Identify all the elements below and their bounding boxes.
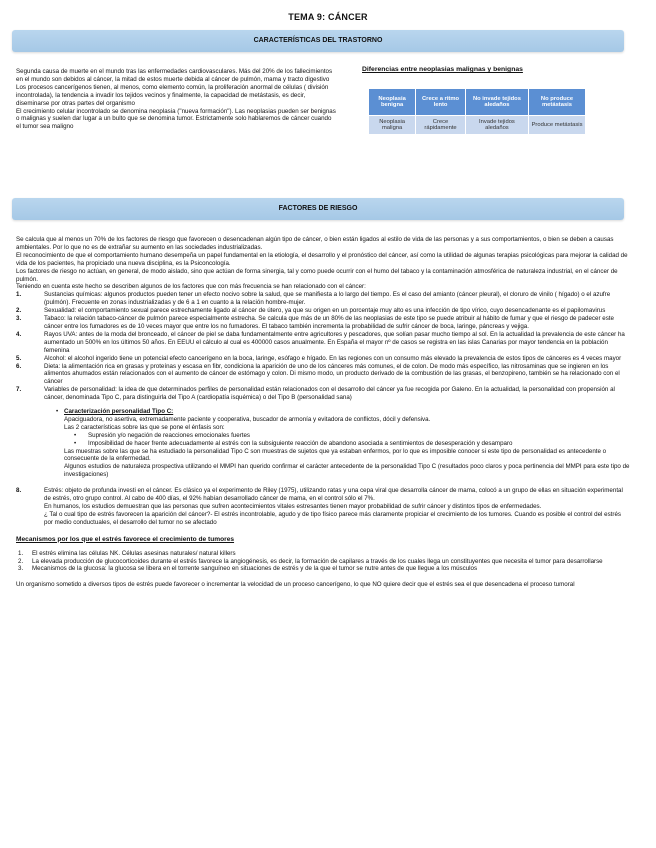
table-header-cell: Neoplasia benigna bbox=[369, 89, 416, 116]
risk-paragraph: Se calcula que al menos un 70% de los factores de riesgo que favorecen o desencadenan algún tipo de cáncer, o bien están ligados al estilo de vida de las personas y a sus comportamientos, o bien se deben a causas ambientales. Por lo que no es de extrañar su aumento en las sociedades industrializadas. bbox=[16, 236, 614, 251]
table-header-cell: Crece a ritmo lento bbox=[416, 89, 466, 116]
type-c-section bbox=[16, 408, 630, 479]
risk-paragraph: El reconocimiento de que el comportamiento humano desempeña un papel fundamental en la etiología, el desarrollo y el pronóstico del cáncer, así como la utilidad de algunas terapias psicológicas para mejorar la calidad de vida de los pacientes, ha propiciado una nueva disciplina, es la Psiconcología. bbox=[16, 251, 628, 267]
list-number: 4. bbox=[16, 330, 22, 338]
list-number: 1. bbox=[16, 291, 22, 299]
mechanisms-heading: Mecanismos por los que el estrés favorece el crecimiento de tumores bbox=[16, 535, 235, 543]
list-number: 3. bbox=[16, 315, 22, 323]
list-text: Dieta: la alimentación rica en grasas y proteínas y escasa en fibr, condiciona la aparición de uno de los cánceres más comunes, el de colon. De modo más específico, las nitrosaminas que se ingieren en los alimentos ahumados están relacionados con el aumento de cáncer de estómago y colon. Di mismo modo, un producto derivado de la combustión de las grasas, el benzopireno, también se ha relacionado con el cáncer bbox=[44, 362, 620, 386]
bullet-icon: • bbox=[56, 408, 59, 416]
table-header-cell: No invade tejidos aledaños bbox=[465, 89, 528, 116]
list-text: Alcohol: el alcohol ingerido tiene un potencial efecto cancerígeno en la boca, laringe, esófago e hígado. En las regiones con un consumo más elevado la prevalencia de estos tipos de cánceres es 4 veces mayor bbox=[44, 354, 622, 362]
list-item bbox=[64, 440, 630, 448]
type-c-body bbox=[64, 416, 630, 479]
list-item bbox=[16, 565, 630, 573]
stress-section bbox=[16, 487, 630, 527]
section-heading: FACTORES DE RIESGO bbox=[278, 205, 358, 212]
section-banner-characteristics bbox=[12, 30, 624, 52]
list-number: 2. bbox=[16, 307, 22, 315]
list-number: 1. bbox=[18, 549, 24, 557]
comparison-caption: Diferencias entre neoplasias malignas y benignas bbox=[362, 66, 523, 73]
table-header-cell: No produce metástasis bbox=[529, 89, 586, 116]
section-heading: CARACTERÍSTICAS DEL TRASTORNO bbox=[253, 37, 383, 44]
page-title: TEMA 9: CÁNCER bbox=[288, 12, 368, 22]
list-item bbox=[16, 355, 630, 363]
risk-paragraph: Los factores de riesgo no actúan, en general, de modo aislado, sino que actúan de forma sinergia, tal y como puede ocurrir con el humo del tabaco y la contaminación atmosférica de naturaleza industrial, en el cáncer de pulmón. bbox=[16, 267, 618, 283]
list-number: 8. bbox=[16, 487, 22, 495]
list-text: La elevada producción de glucocorticoides durante el estrés favorece la angiogénesis, es decir, la formación de capilares a través de los cuales llega un constituyentes que necesita el tumor para desarrollarse bbox=[32, 557, 603, 565]
list-number: 5. bbox=[16, 354, 22, 362]
list-text: El estrés elimina las células NK. Células asesinas naturales/ natural killers bbox=[32, 549, 236, 557]
table-cell: Neoplasia maligna bbox=[369, 116, 416, 135]
neoplasia-comparison-table bbox=[368, 88, 586, 135]
intro-paragraph: Los procesos cancerígenos tienen, al menos, como elemento común, la proliferación anormal de células ( división incontrolada), la tendencia a invadir los tejidos vecinos y finalmente, la capacidad de metástasis, es decir, diseminarse por otras partes del organismo bbox=[16, 83, 329, 107]
bullet-icon: • bbox=[74, 439, 77, 447]
type-c-line: Apaciguadora, no asertiva, extremadamente paciente y cooperativa, buscador de armonía y evitadora de conflictos, dócil y defensiva. bbox=[64, 415, 431, 423]
stress-paragraph: En humanos, los estudios demuestran que las personas que sufren acontecimientos vitales estresantes tienen mayor probabilidad de sufrir cáncer y distintos tipos de enfermedades. bbox=[44, 503, 542, 510]
type-c-line: Las 2 características sobre las que se pone el énfasis son: bbox=[64, 423, 225, 431]
list-number: 3. bbox=[18, 565, 24, 573]
table-row bbox=[369, 116, 586, 135]
table-cell: Produce metástasis bbox=[529, 116, 586, 135]
list-number: 7. bbox=[16, 386, 22, 394]
list-item bbox=[16, 363, 630, 387]
bullet-icon: • bbox=[74, 431, 77, 439]
list-text: Sustancias químicas: algunos productos pueden tener un efecto nocivo sobre la salud, que se manifiesta a lo largo del tiempo. Es el caso del amianto (cáncer pleural), el cloruro de vinilo ( hígado) o el azufre (pulmón). Frecuente en zonas industrializadas y de 6 a 1 en cuanto a la relación hombre-mujer. bbox=[44, 291, 611, 307]
risk-paragraph: Teniendo en cuenta este hecho se describen algunos de los factores que con más frecuencia se han relacionado con el cáncer: bbox=[16, 283, 366, 291]
list-item bbox=[16, 386, 630, 402]
risk-factors-body bbox=[16, 236, 630, 589]
list-item bbox=[16, 331, 630, 355]
list-number: 2. bbox=[18, 557, 24, 565]
stress-paragraph: Estrés: objeto de profunda investi en el cáncer. Es clásico ya el experimento de Riley (1975), utilizando ratas y una cepa viral que desarrolla cáncer de mama, colocó a un grupo de ellas en situación experimental de estrés, otro grupo control. Al cabo de 400 días, el 92% habían desarrollado cáncer de mama, en el control sólo el 7%. bbox=[44, 487, 623, 503]
section-banner-risk-factors bbox=[12, 198, 624, 220]
list-text: Sexualidad: el comportamiento sexual parece estrechamente ligado al cáncer de útero, ya que su origen en un porcentaje muy alto es una infección de tipo vírico, cuyo desencadenante es el papilomavirus bbox=[44, 307, 606, 315]
list-number: 6. bbox=[16, 362, 22, 370]
list-item bbox=[16, 291, 630, 307]
stress-paragraph: ¿ Tal o cual tipo de estrés favorecen la aparición del cáncer?- El estrés incontrolable, agudo y de tipo físico parece más claramente propiciar el crecimiento de los tumores. Cuando es posible el control del estrés por medio conductuales, el desarrollo del tumor no se afectado bbox=[44, 510, 621, 526]
table-cell: Crece rápidamente bbox=[416, 116, 466, 135]
list-text: Variables de personalidad: la idea de que determinados perfiles de personalidad están relacionados con el desarrollo del cáncer ya fue recogida por Galeno. En la actualidad, la personalidad con propensión al cáncer, denominada Tipo C, para distinguirla del Tipo A (cardiopatía isquémica) o del Tipo B (personalidad sana) bbox=[44, 386, 615, 402]
list-text: Mecanismos de la glucosa: la glucosa se libera en el torrente sanguíneo en situaciones de estrés y de la que el tumor se nutre antes de que llegue a los músculos bbox=[32, 565, 478, 573]
intro-paragraph: Segunda causa de muerte en el mundo tras las enfermedades cardiovasculares. Más del 20% de los fallecimientos en el mundo son debidos al cáncer, la mitad de estos muerte debida al cáncer de pulmón, mama y tracto digestivo bbox=[16, 68, 333, 83]
list-item bbox=[16, 550, 630, 558]
list-item bbox=[16, 558, 630, 566]
table-cell: Invade tejidos aledaños bbox=[465, 116, 528, 135]
list-text: Imposibilidad de hacer frente adecuadamente al estrés con la subsiguiente reacción de abandono asociada a sentimientos de desesperación y desamparo bbox=[88, 439, 513, 447]
list-text: Rayos UVA: antes de la moda del bronceado, el cáncer de piel se daba fundamentalmente entre agricultores y pescadores, que solían pasar mucho tiempo al sol. En la actualidad la prevalencia de este cáncer ha aumentado un 500% en los últimos 50 años. En EEUU el cálculo al cual es 400000 casos anualmente. En España el mayor nº de casos se registra en las islas Canarias por mayor tendencia en la población femenina bbox=[44, 330, 625, 354]
type-c-heading: Caracterización personalidad Tipo C: bbox=[64, 408, 174, 416]
list-text: Tabaco: la relación tabaco-cáncer de pulmón parece especialmente estrecha. Se calcula que más de un 80% de las neoplasias de este tipo se puede atribuir al hábito de fumar y que el riesgo de padecer este cáncer entre los fumadores es de 10 veces mayor que entre los no fumadores. El tabaco también incrementa la probabilidad de sufrir cáncer de boca, laringe, páncreas y vejiga. bbox=[44, 315, 614, 330]
table-header-row bbox=[369, 89, 586, 116]
intro-text bbox=[16, 68, 336, 131]
list-item bbox=[64, 432, 630, 440]
intro-paragraph: El crecimiento celular incontrolado se denomina neoplasia ("nueva formación"). Las neoplasias pueden ser benignas o malignas y suelen dar lugar a un bulto que se denomina tumor. Estrictamente solo hablaremos de cáncer cuando el tumor sea maligno bbox=[16, 107, 336, 131]
list-item bbox=[16, 307, 630, 315]
list-text: Supresión y/o negación de reacciones emocionales fuertes bbox=[88, 431, 251, 439]
closing-paragraph: Un organismo sometido a diversos tipos de estrés puede favorecer o incrementar la velocidad de un proceso cancerígeno, lo que NO quiere decir que el estrés sea el que desencadena el proceso tumoral bbox=[16, 581, 575, 589]
type-c-line: Las muestras sobre las que se ha estudiado la personalidad Tipo C son muestras de sujetos que ya estaban enfermos, por lo que es imposible conocer si este tipo de personalidad es antecedente o consecuente de la enfermedad. bbox=[64, 447, 607, 463]
risk-factor-list bbox=[16, 291, 630, 402]
mechanisms-list bbox=[16, 550, 630, 574]
type-c-line: Algunos estudios de naturaleza prospectiva utilizando el MMPI han querido confirmar el carácter antecedente de la personalidad Tipo C (resultados poco claros y poca pertinencia del MMPI para este tipo de investigaciones) bbox=[64, 463, 630, 479]
list-item bbox=[16, 315, 630, 331]
